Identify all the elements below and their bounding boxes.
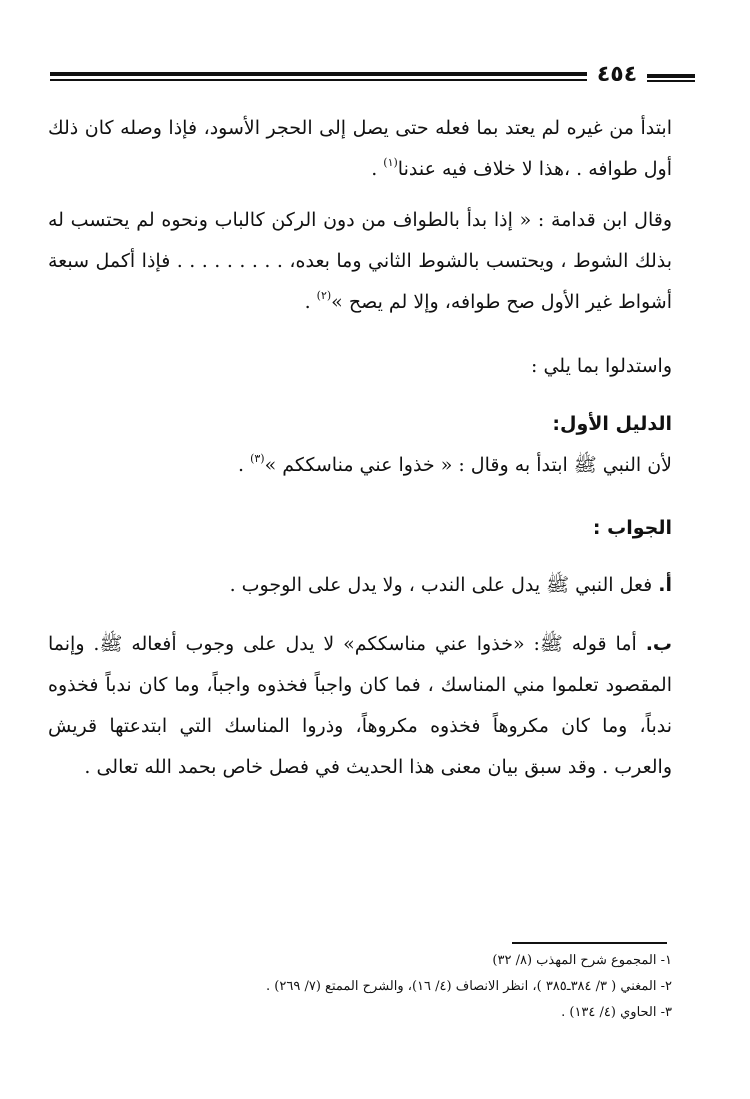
footnotes bbox=[160, 948, 672, 1026]
section-answer bbox=[48, 508, 672, 549]
paragraph-4-text: لأن النبي ﷺ ابتدأ به وقال : « خذوا عني مناسككم » bbox=[264, 454, 672, 476]
header-rule-short bbox=[647, 74, 695, 78]
paragraph-1-end: . bbox=[371, 158, 384, 180]
footnote-1: ١- المجموع شرح المهذب (٨/ ٣٢) bbox=[492, 953, 672, 968]
paragraph-1 bbox=[48, 108, 672, 190]
header-rule-short-thin bbox=[647, 80, 695, 82]
paragraph-3 bbox=[48, 346, 672, 387]
heading-answer: الجواب : bbox=[592, 517, 672, 539]
footnote-2: ٢- المغني ( ٣/ ٣٨٤ـ٣٨٥ )، انظر الانصاف (٤/ ١٦)، والشرح الممتع (٧/ ٢٦٩) . bbox=[266, 979, 672, 994]
answer-b-text: أما قوله ﷺ: «خذوا عني مناسككم» لا يدل على وجوب أفعاله ﷺ. وإنما المقصود تعلموا مني المناسك ، فما كان واجباً فخذوه واجباً، وما كان ندباً فخذوه ندباً، وما كان مكروهاً فخذوه مكروهاً، وذروا المناسك التي ابتدعتها قريش والعرب . وقد سبق بيان معنى هذا الحديث في فصل خاص بحمد الله تعالى . bbox=[48, 633, 672, 778]
paragraph-1-text: ابتدأ من غيره لم يعتد بما فعله حتى يصل إلى الحجر الأسود، فإذا وصله كان ذلك أول طوافه . ،هذا لا خلاف فيه عندنا bbox=[48, 117, 672, 180]
footnote-ref-3[interactable]: (٣) bbox=[250, 452, 265, 465]
header-rule bbox=[50, 72, 587, 76]
page-number: ٤٥٤ bbox=[591, 60, 643, 90]
answer-a-marker: أ. bbox=[658, 574, 672, 596]
answer-a bbox=[48, 565, 672, 606]
footnote-ref-1[interactable]: (١) bbox=[383, 156, 398, 169]
paragraph-2 bbox=[48, 200, 672, 323]
paragraph-4-end: . bbox=[237, 454, 251, 476]
footnote-separator bbox=[512, 942, 667, 944]
header-rule-thin bbox=[50, 79, 587, 81]
section-first-evidence bbox=[48, 404, 672, 486]
page-header bbox=[50, 62, 695, 92]
paragraph-2-text: وقال ابن قدامة : « إذا بدأ بالطواف من دون الركن كالباب ونحوه لم يحتسب له بذلك الشوط ، ويحتسب بالشوط الثاني وما بعده، . . . . . . . . . فإذا أكمل سبعة أشواط غير الأول صح طوافه، وإلا لم يصح » bbox=[48, 209, 672, 313]
answer-a-text: فعل النبي ﷺ يدل على الندب ، ولا يدل على الوجوب . bbox=[229, 574, 659, 596]
answer-b bbox=[48, 624, 672, 788]
answer-b-marker: ب. bbox=[645, 633, 672, 655]
footnote-3: ٣- الحاوي (٤/ ١٣٤) . bbox=[561, 1005, 672, 1020]
paragraph-3-text: واستدلوا بما يلي : bbox=[531, 355, 672, 377]
footnote-ref-2[interactable]: (٢) bbox=[316, 289, 332, 302]
heading-first-evidence: الدليل الأول: bbox=[552, 413, 672, 435]
paragraph-2-end: . bbox=[304, 291, 317, 313]
